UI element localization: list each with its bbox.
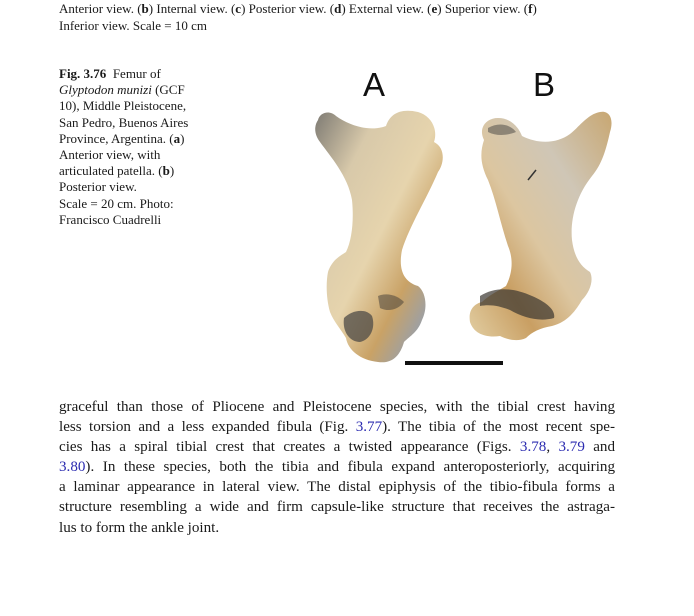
- caption-line-1: Anterior view. (b) Internal view. (c) Posterior view. (d) External view. (e) Superior view. (f): [59, 1, 537, 16]
- scale-bar: [405, 361, 503, 365]
- text-line: lus to form the ankle joint.: [59, 519, 220, 536]
- figure-label: Fig. 3.76: [59, 66, 107, 81]
- text-line: less torsion and a less expanded fibula (Fig. 3.77). The tibia of the most recent spe-: [59, 419, 615, 436]
- caption-line-2: Inferior view. Scale = 10 cm: [59, 18, 207, 33]
- previous-figure-caption: [59, 0, 619, 34]
- text-line: cies has a spiral tibial crest that creates a twisted appearance (Figs. 3.78, 3.79 and: [59, 439, 616, 456]
- femur-a: [315, 111, 443, 363]
- text-line: graceful than those of Pliocene and Pleistocene species, with the tibial crest having: [59, 399, 615, 415]
- panel-label-b: B: [533, 66, 556, 103]
- figure-link-3-77[interactable]: 3.77: [355, 419, 383, 436]
- figure-link-3-79[interactable]: 3.79: [558, 439, 585, 456]
- panel-label-a: A: [363, 66, 386, 103]
- text-line: structure resembling a wide and firm capsule-like structure that receives the astraga-: [59, 499, 615, 516]
- femur-figure: [300, 60, 630, 380]
- figure-caption: Fig. 3.76 Femur of Glyptodon munizi (GCF 10), Middle Pleistocene, San Pedro, Buenos Aires Province, Argentina. (a) Anterior view, with articulated patella. (b) Posterior view. Scale = 20 cm. Photo: Francisco Cuadrelli: [59, 66, 189, 227]
- body-paragraph: [59, 397, 615, 538]
- femur-photographs: [300, 60, 630, 380]
- species-name: Glyptodon munizi: [59, 82, 152, 98]
- text-line: 3.80). In these species, both the tibia and fibula expand anteroposteriorly, acquiring: [59, 459, 615, 476]
- text-line: a laminar appearance in lateral view. The distal epiphysis of the tibio-fibula forms a: [59, 479, 615, 496]
- figure-link-3-78[interactable]: 3.78: [519, 439, 547, 456]
- figure-link-3-80[interactable]: 3.80: [59, 459, 86, 476]
